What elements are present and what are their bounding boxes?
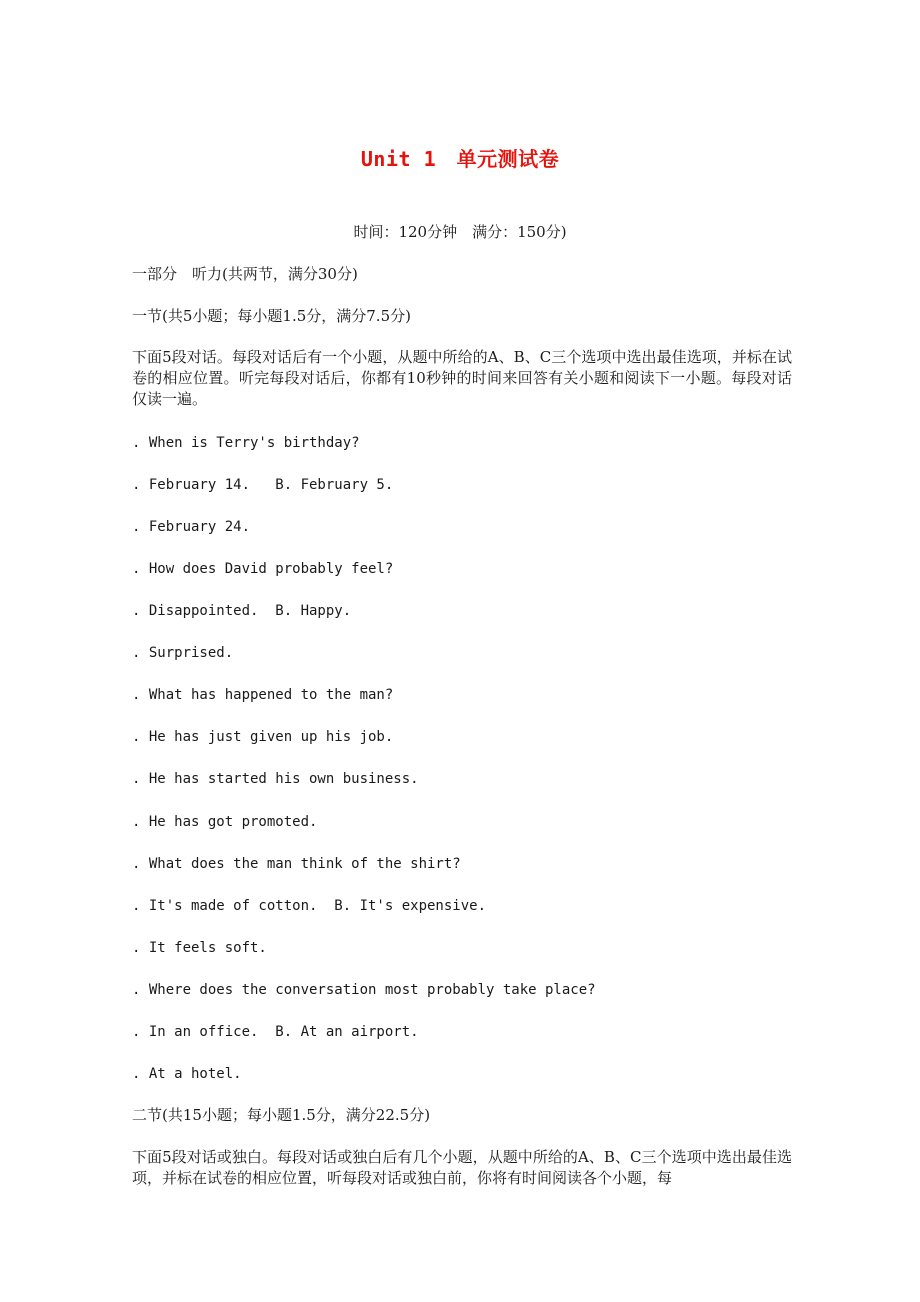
section-heading-2: 二节(共15小题；每小题1.5分，满分22.5分) [132, 1106, 431, 1124]
answer-options-line: . February 14. B. February 5. [132, 477, 394, 493]
answer-options-line: . He has just given up his job. [132, 729, 394, 745]
question-line: . How does David probably feel? [132, 561, 394, 577]
exam-time-info: 时间：120分钟 满分：150分) [353, 223, 567, 241]
page-title: Unit 1 单元测试卷 [360, 147, 560, 171]
answer-options-line: . In an office. B. At an airport. [132, 1024, 419, 1040]
question-line: . What has happened to the man? [132, 687, 394, 703]
answer-options-line: . It's made of cotton. B. It's expensive. [132, 898, 487, 914]
answer-options-line: . Disappointed. B. Happy. [132, 603, 352, 619]
answer-options-line: . It feels soft. [132, 940, 267, 956]
answer-options-line: . He has got promoted. [132, 814, 318, 830]
part-heading: 一部分 听力(共两节，满分30分) [132, 265, 358, 283]
section-2-instructions: 下面5段对话或独白。每段对话或独白后有几个小题，从题中所给的A、B、C三个选项中选出最佳选项，并标在试卷的相应位置，听每段对话或独白前，你将有时间阅读各个小题，每 [132, 1148, 792, 1187]
section-heading-1: 一节(共5小题；每小题1.5分，满分7.5分) [132, 307, 411, 325]
answer-options-line: . February 24. [132, 519, 251, 535]
answer-options-line: . He has started his own business. [132, 771, 419, 787]
answer-options-line: . At a hotel. [132, 1066, 242, 1082]
question-line: . What does the man think of the shirt? [132, 856, 461, 872]
section-1-instructions: 下面5段对话。每段对话后有一个小题，从题中所给的A、B、C三个选项中选出最佳选项，并标在试卷的相应位置。听完每段对话后，你都有10秒钟的时间来回答有关小题和阅读下一小题。每段对话仅读一遍。 [132, 348, 792, 408]
question-line: . When is Terry's birthday? [132, 435, 360, 451]
question-line: . Where does the conversation most probably take place? [132, 982, 596, 998]
answer-options-line: . Surprised. [132, 645, 234, 661]
